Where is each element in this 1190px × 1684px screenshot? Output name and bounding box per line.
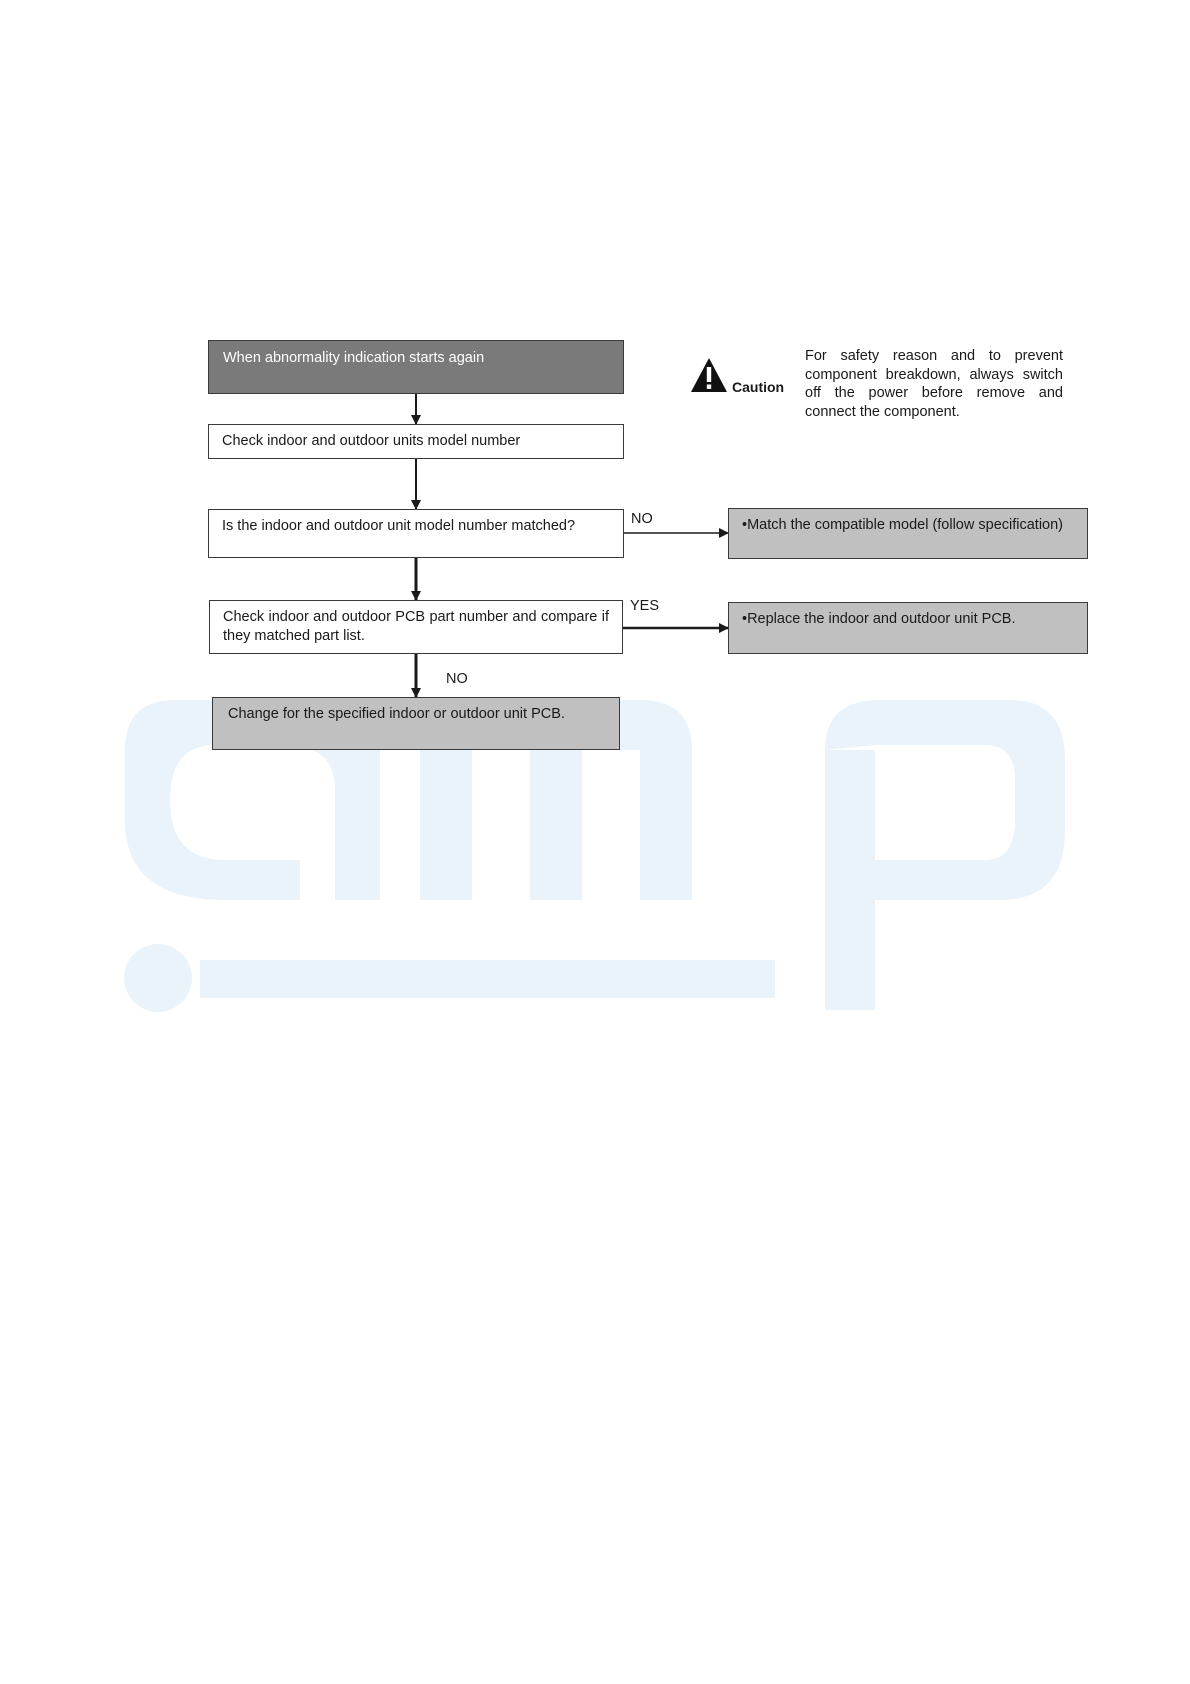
match-model-box (728, 508, 1088, 559)
no-label-decision: NO (631, 511, 653, 527)
check-model-text: Check indoor and outdoor units model number (222, 433, 521, 449)
replace-pcb-text: •Replace the indoor and outdoor unit PCB. (742, 611, 1016, 627)
no-label-check-pcb: NO (446, 671, 468, 687)
start-text: When abnormality indication starts again (223, 350, 485, 366)
match-model-text: •Match the compatible model (follow specification) (742, 517, 1063, 533)
check-pcb-text: Check indoor and outdoor PCB part number and compare if they matched part list. (223, 609, 609, 644)
change-pcb-text: Change for the specified indoor or outdoor unit PCB. (228, 706, 565, 722)
check-model-box (208, 424, 624, 459)
caution-label: Caution (732, 379, 785, 395)
replace-pcb-box (728, 602, 1088, 654)
check-pcb-box (209, 600, 623, 654)
warning-triangle-icon (690, 357, 728, 393)
start-box (208, 340, 624, 394)
change-pcb-box (212, 697, 620, 750)
caution-notice-text: For safety reason and to prevent component breakdown, always switch off the power before remove and connect the component. (805, 348, 1063, 420)
decision-model-box (208, 509, 624, 558)
yes-label-check-pcb: YES (630, 598, 660, 614)
decision-model-text: Is the indoor and outdoor unit model number matched? (222, 518, 576, 534)
